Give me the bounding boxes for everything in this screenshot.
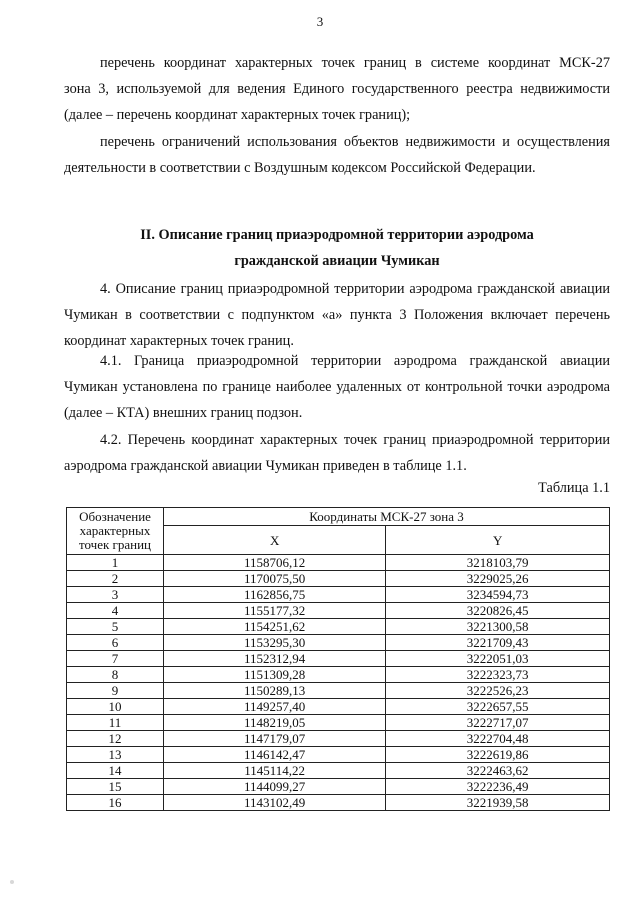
paragraph-item-4-1 xyxy=(64,348,610,426)
coordinate-y: 3221300,58 xyxy=(386,619,610,635)
coordinate-x: 1162856,75 xyxy=(164,587,386,603)
table-row xyxy=(67,651,610,667)
coordinate-x: 1145114,22 xyxy=(164,763,386,779)
header-x: X xyxy=(164,526,386,555)
coordinate-y: 3220826,45 xyxy=(386,603,610,619)
point-number: 3 xyxy=(67,587,164,603)
table-row xyxy=(67,715,610,731)
coordinate-x: 1143102,49 xyxy=(164,795,386,811)
paragraph-item-4 xyxy=(64,276,610,354)
table-row xyxy=(67,603,610,619)
table-body xyxy=(67,555,610,811)
coordinate-y: 3222704,48 xyxy=(386,731,610,747)
point-number: 2 xyxy=(67,571,164,587)
coordinate-x: 1152312,94 xyxy=(164,651,386,667)
coordinate-y: 3222323,73 xyxy=(386,667,610,683)
coordinate-y: 3222236,49 xyxy=(386,779,610,795)
point-number: 8 xyxy=(67,667,164,683)
point-number: 1 xyxy=(67,555,164,571)
paragraph-text: 4.1. Граница приаэродромной территории аэродрома гражданской авиации Чумикан установлена по границе наиболее удаленных от контрольной точки аэродрома (далее – КТА) внешних границ подзон. xyxy=(64,353,610,421)
coordinate-y: 3222717,07 xyxy=(386,715,610,731)
coordinate-x: 1170075,50 xyxy=(164,571,386,587)
table-row xyxy=(67,619,610,635)
point-number: 4 xyxy=(67,603,164,619)
scan-artifact xyxy=(10,880,14,884)
coordinate-x: 1149257,40 xyxy=(164,699,386,715)
paragraph-continuation: зона 3, используемой для ведения Единого государственного реестра недвижимости (далее – перечень координат характерных точек границ); xyxy=(64,81,610,123)
header-designation: Обозначение характерных точек границ xyxy=(67,508,164,555)
table-row xyxy=(67,571,610,587)
coordinate-y: 3221709,43 xyxy=(386,635,610,651)
coordinate-x: 1150289,13 xyxy=(164,683,386,699)
paragraph-text: 4. Описание границ приаэродромной территории аэродрома гражданской авиации Чумикан в соответствии с подпунктом «а» пункта 3 Положения включает перечень координат характерных точек границ. xyxy=(64,281,610,349)
point-number: 16 xyxy=(67,795,164,811)
paragraph-text: 4.2. Перечень координат характерных точек границ приаэродромной территории аэродрома гражданской авиации Чумикан приведен в таблице 1.1. xyxy=(64,432,610,474)
point-number: 12 xyxy=(67,731,164,747)
table-row xyxy=(67,587,610,603)
coordinate-x: 1147179,07 xyxy=(164,731,386,747)
table-row xyxy=(67,555,610,571)
paragraph-restrictions-list xyxy=(64,129,610,181)
point-number: 10 xyxy=(67,699,164,715)
paragraph-coordinates-list xyxy=(64,50,610,128)
coordinate-x: 1153295,30 xyxy=(164,635,386,651)
table-row xyxy=(67,731,610,747)
table-row xyxy=(67,795,610,811)
point-number: 5 xyxy=(67,619,164,635)
coordinate-x: 1154251,62 xyxy=(164,619,386,635)
coordinate-y: 3222657,55 xyxy=(386,699,610,715)
coordinates-table xyxy=(66,507,610,811)
header-y: Y xyxy=(386,526,610,555)
point-number: 15 xyxy=(67,779,164,795)
coordinate-x: 1144099,27 xyxy=(164,779,386,795)
paragraph-line: перечень координат характерных точек границ в системе координат МСК-27 xyxy=(100,55,610,71)
coordinate-y: 3222051,03 xyxy=(386,651,610,667)
point-number: 11 xyxy=(67,715,164,731)
paragraph-item-4-2 xyxy=(64,427,610,479)
table-row xyxy=(67,747,610,763)
heading-line-2: гражданской авиации Чумикан xyxy=(234,253,440,269)
table-row xyxy=(67,763,610,779)
point-number: 13 xyxy=(67,747,164,763)
coordinate-y: 3222463,62 xyxy=(386,763,610,779)
paragraph-text: перечень ограничений использования объектов недвижимости и осуществления деятельности в соответствии с Воздушным кодексом Российской Федерации. xyxy=(64,134,610,176)
point-number: 14 xyxy=(67,763,164,779)
table-caption: Таблица 1.1 xyxy=(538,480,610,496)
coordinate-x: 1155177,32 xyxy=(164,603,386,619)
point-number: 7 xyxy=(67,651,164,667)
point-number: 9 xyxy=(67,683,164,699)
section-heading xyxy=(64,222,610,274)
coordinate-x: 1146142,47 xyxy=(164,747,386,763)
heading-line-1: II. Описание границ приаэродромной территории аэродрома xyxy=(140,227,534,243)
header-coordinate-system: Координаты МСК-27 зона 3 xyxy=(164,508,610,526)
coordinate-x: 1151309,28 xyxy=(164,667,386,683)
point-number: 6 xyxy=(67,635,164,651)
page-number: 3 xyxy=(316,14,324,29)
coordinate-x: 1148219,05 xyxy=(164,715,386,731)
coordinate-y: 3218103,79 xyxy=(386,555,610,571)
coordinate-y: 3222526,23 xyxy=(386,683,610,699)
coordinate-y: 3234594,73 xyxy=(386,587,610,603)
coordinate-y: 3222619,86 xyxy=(386,747,610,763)
table-row xyxy=(67,667,610,683)
table-row xyxy=(67,683,610,699)
table-row xyxy=(67,699,610,715)
coordinate-x: 1158706,12 xyxy=(164,555,386,571)
coordinate-y: 3229025,26 xyxy=(386,571,610,587)
coordinate-y: 3221939,58 xyxy=(386,795,610,811)
table-row xyxy=(67,779,610,795)
table-row xyxy=(67,635,610,651)
